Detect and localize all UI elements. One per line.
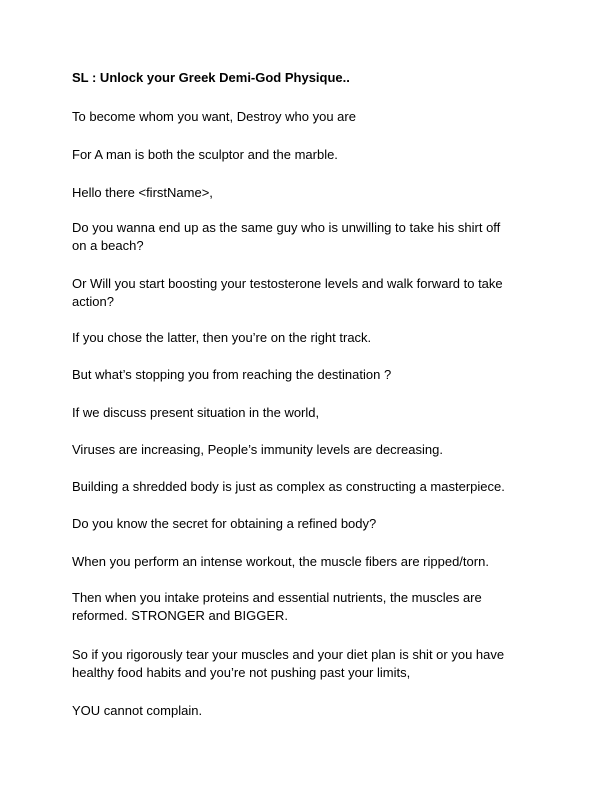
paragraph-line: healthy food habits and you’re not pushing past your limits, — [72, 665, 411, 680]
paragraph-line: Hello there <firstName>, — [72, 185, 213, 200]
paragraph — [72, 589, 552, 625]
paragraph — [72, 146, 552, 164]
paragraph-line: Or Will you start boosting your testosterone levels and walk forward to take — [72, 276, 503, 291]
paragraph-line: Building a shredded body is just as complex as constructing a masterpiece. — [72, 479, 505, 494]
paragraph — [72, 646, 552, 682]
paragraph-line: If we discuss present situation in the world, — [72, 405, 320, 420]
paragraph-line: Do you wanna end up as the same guy who is unwilling to take his shirt off — [72, 220, 501, 235]
paragraph — [72, 478, 552, 496]
paragraph-line: For A man is both the sculptor and the marble. — [72, 147, 338, 162]
document-title — [72, 69, 552, 87]
paragraph-line: Then when you intake proteins and essential nutrients, the muscles are — [72, 590, 482, 605]
paragraph — [72, 515, 552, 533]
paragraph — [72, 275, 552, 311]
paragraph — [72, 441, 552, 459]
paragraph — [72, 184, 552, 202]
paragraph — [72, 366, 552, 384]
paragraph — [72, 329, 552, 347]
paragraph-line: Viruses are increasing, People’s immunity levels are decreasing. — [72, 442, 443, 457]
paragraph — [72, 108, 552, 126]
paragraph-line: If you chose the latter, then you’re on the right track. — [72, 330, 372, 345]
title-text: SL : Unlock your Greek Demi-God Physique.. — [72, 70, 350, 85]
paragraph-line: on a beach? — [72, 238, 144, 253]
paragraph-line: When you perform an intense workout, the muscle fibers are ripped/torn. — [72, 554, 489, 569]
paragraph — [72, 404, 552, 422]
paragraph-line: But what’s stopping you from reaching the destination ? — [72, 367, 392, 382]
paragraph-line: So if you rigorously tear your muscles and your diet plan is shit or you have — [72, 647, 505, 662]
paragraph-line: To become whom you want, Destroy who you are — [72, 109, 356, 124]
paragraph — [72, 219, 552, 255]
paragraph-line: YOU cannot complain. — [72, 703, 203, 718]
paragraph-line: reformed. STRONGER and BIGGER. — [72, 608, 289, 623]
paragraph — [72, 702, 552, 720]
paragraph-line: action? — [72, 294, 114, 309]
paragraph-line: Do you know the secret for obtaining a refined body? — [72, 516, 377, 531]
paragraph — [72, 553, 552, 571]
